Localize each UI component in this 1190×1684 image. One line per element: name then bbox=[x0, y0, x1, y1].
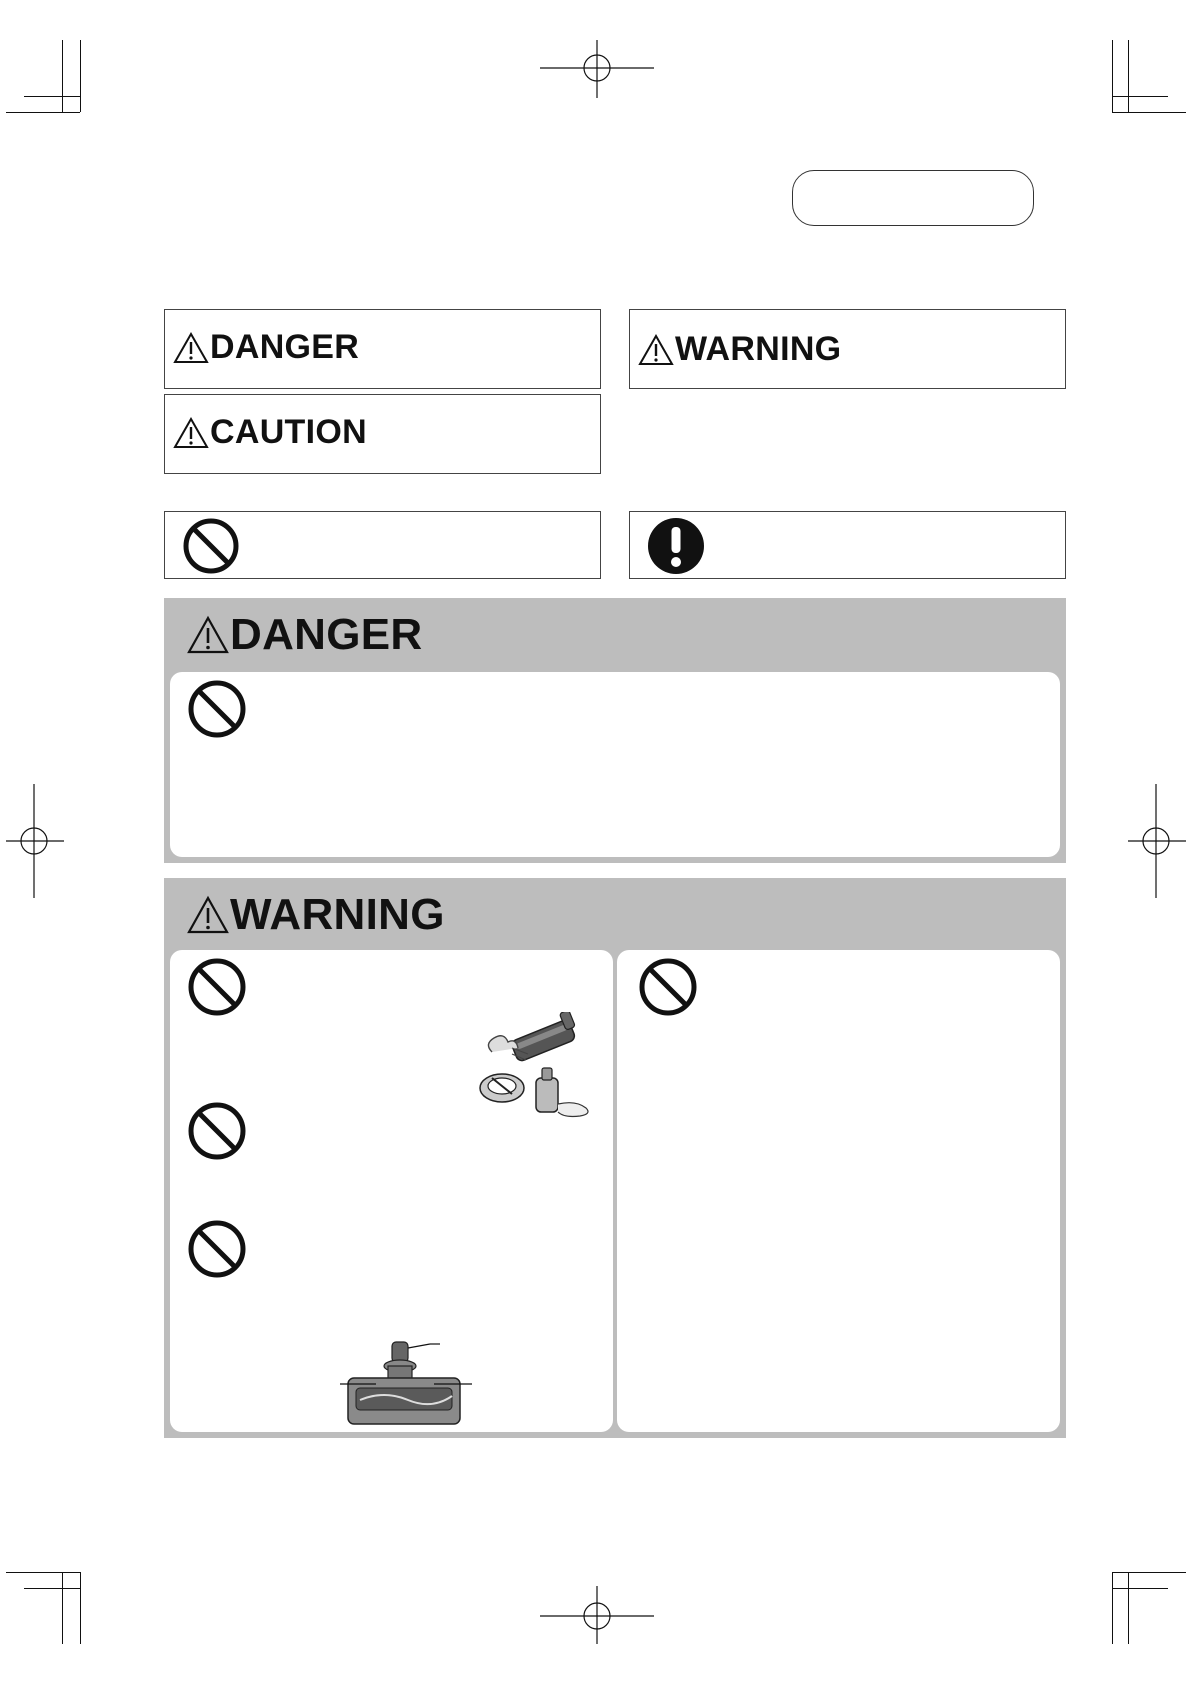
legend-danger-label bbox=[173, 328, 359, 367]
legend-danger-box bbox=[164, 309, 601, 389]
danger-panel bbox=[164, 598, 1066, 863]
mandatory-symbol-box bbox=[629, 511, 1066, 579]
nozzle-hazard-illustration bbox=[472, 1012, 604, 1118]
prohibition-icon bbox=[188, 958, 246, 1016]
legend-warning-box bbox=[629, 309, 1066, 389]
danger-panel-content bbox=[170, 672, 1060, 857]
section-tab bbox=[792, 170, 1034, 226]
prohibition-icon bbox=[188, 1102, 246, 1160]
prohibited-symbol-box bbox=[164, 511, 601, 579]
warning-triangle-icon bbox=[186, 895, 230, 935]
warning-triangle-icon bbox=[638, 334, 674, 366]
warning-panel-title-text: WARNING bbox=[230, 890, 445, 939]
warning-panel-title bbox=[186, 890, 445, 940]
registration-mark-icon bbox=[6, 784, 64, 898]
legend-caution-label bbox=[173, 413, 367, 452]
danger-panel-title bbox=[186, 610, 422, 660]
warning-panel-left-column bbox=[170, 950, 613, 1432]
warning-triangle-icon bbox=[186, 615, 230, 655]
prohibition-icon bbox=[639, 958, 697, 1016]
prohibition-icon bbox=[188, 1220, 246, 1278]
prohibition-icon bbox=[188, 680, 246, 738]
registration-mark-icon bbox=[1128, 784, 1186, 898]
legend-warning-label bbox=[638, 330, 841, 369]
registration-mark-icon bbox=[540, 40, 654, 98]
power-nozzle-illustration bbox=[336, 1338, 476, 1430]
prohibition-icon bbox=[183, 518, 239, 574]
warning-triangle-icon bbox=[173, 417, 209, 449]
legend-caution-box bbox=[164, 394, 601, 474]
exclamation-icon bbox=[648, 518, 704, 574]
legend-caution-text: CAUTION bbox=[210, 413, 367, 451]
danger-panel-title-text: DANGER bbox=[230, 610, 423, 659]
legend-danger-text: DANGER bbox=[210, 328, 360, 366]
warning-panel-right-column bbox=[617, 950, 1060, 1432]
registration-mark-icon bbox=[540, 1586, 654, 1644]
warning-panel bbox=[164, 878, 1066, 1438]
legend-warning-text: WARNING bbox=[675, 330, 842, 368]
warning-triangle-icon bbox=[173, 332, 209, 364]
